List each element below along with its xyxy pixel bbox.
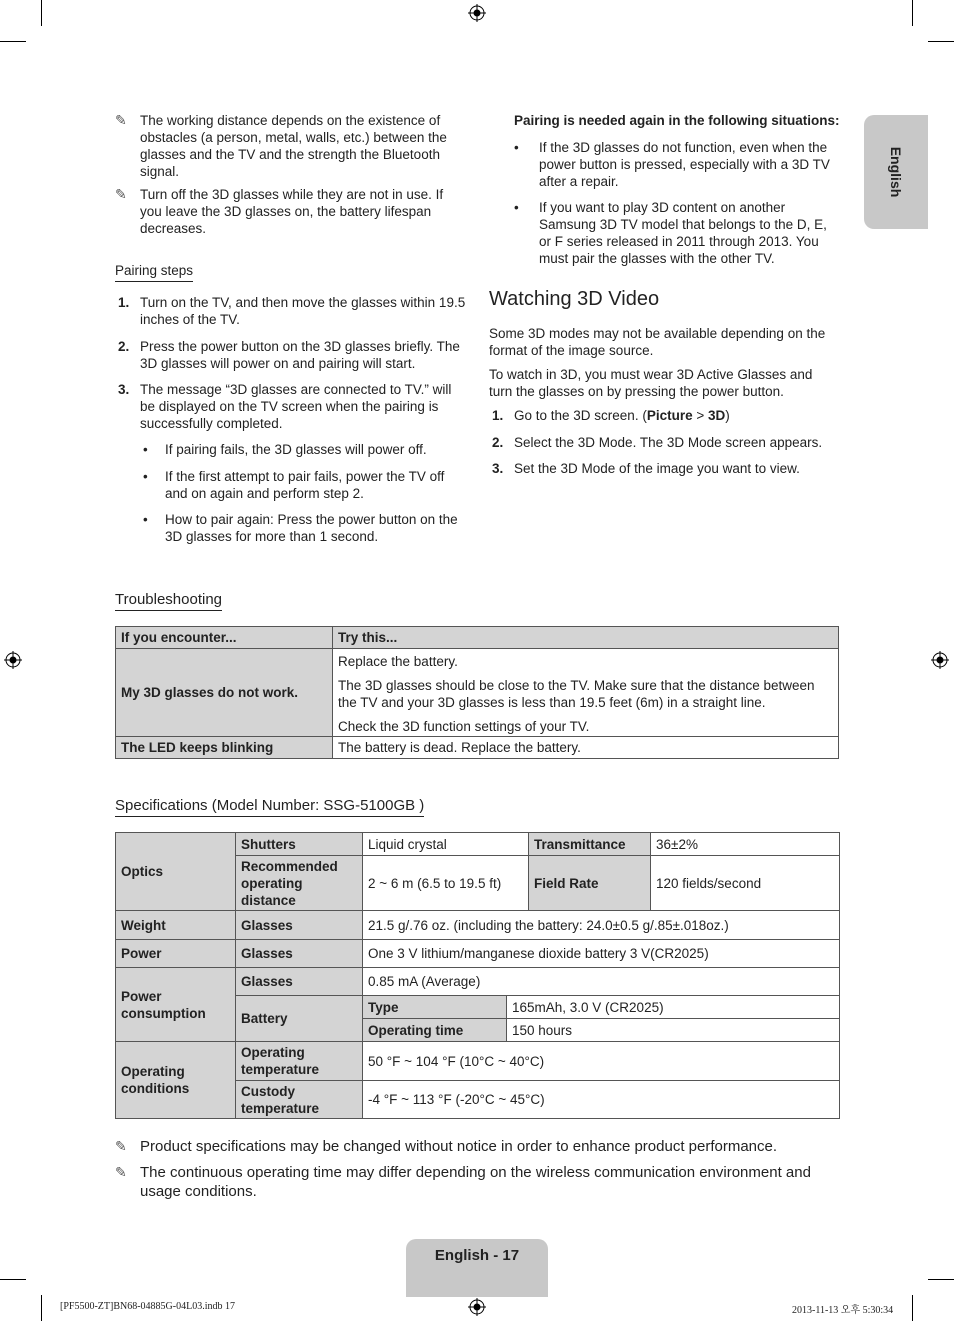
table-row — [116, 737, 839, 759]
table-row — [116, 649, 839, 673]
spec-category: Power — [116, 940, 236, 968]
spec-label: Shutters — [236, 833, 363, 856]
table-row — [116, 911, 840, 940]
troubleshooting-title: Troubleshooting — [115, 591, 222, 611]
step-number: 1. — [492, 408, 504, 423]
crop-mark — [0, 41, 26, 42]
page-number-tab — [406, 1239, 548, 1297]
note-text: The working distance depends on the existence of obstacles (a person, metal, walls, etc.) between the glasses and the TV and the strength the Bluetooth signal. — [140, 113, 447, 179]
page-number: English - 17 — [434, 1247, 520, 1264]
spec-value: 2 ~ 6 m (6.5 to 19.5 ft) — [363, 856, 529, 911]
spec-label: Field Rate — [529, 856, 651, 911]
menu-separator: > — [692, 408, 708, 423]
bullet-icon: • — [143, 512, 148, 527]
bullet-text: If the first attempt to pair fails, power the TV off and on again and perform step 2. — [165, 469, 445, 501]
spec-label: Type — [363, 996, 507, 1019]
bullet-icon: • — [514, 200, 519, 215]
note-pencil-icon: ✎ — [115, 1138, 127, 1154]
note-pencil-icon: ✎ — [115, 186, 127, 202]
step-text: Set the 3D Mode of the image you want to view. — [514, 461, 800, 476]
step-number: 2. — [492, 435, 504, 450]
step-text-part: Go to the 3D screen. ( — [514, 408, 647, 423]
step-number: 1. — [118, 295, 130, 310]
step-text — [514, 407, 842, 424]
step-text-part: ) — [725, 408, 730, 423]
crop-mark — [41, 0, 42, 26]
troubleshooting-table — [115, 626, 839, 759]
note-pencil-icon: ✎ — [115, 1164, 127, 1180]
bullet-icon: • — [143, 442, 148, 457]
spec-label: Operating time — [363, 1019, 507, 1042]
table-row — [116, 833, 840, 856]
step-number: 3. — [492, 461, 504, 476]
pairing-steps-heading: Pairing steps — [115, 262, 193, 282]
print-slug-right: 2013-11-13 오후 5:30:34 — [792, 1305, 894, 1316]
table-row — [116, 968, 840, 996]
crop-mark — [0, 1279, 26, 1280]
step-text: Select the 3D Mode. The 3D Mode screen appears. — [514, 435, 823, 450]
bullet-text: If pairing fails, the 3D glasses will power off. — [165, 442, 427, 457]
footnote-text: The continuous operating time may differ depending on the wireless communication environment and usage conditions. — [140, 1164, 811, 1200]
table-row — [116, 940, 840, 968]
intro-paragraph: To watch in 3D, you must wear 3D Active Glasses and turn the glasses on by pressing the power button. — [489, 367, 813, 399]
crop-mark — [928, 1279, 954, 1280]
step-text: Press the power button on the 3D glasses briefly. The 3D glasses will power on and pairing will start. — [140, 339, 460, 371]
spec-value: 0.85 mA (Average) — [363, 968, 840, 996]
step-text: The message “3D glasses are connected to TV.” will be displayed on the TV screen when the pairing is successfully completed. — [140, 382, 452, 431]
fix-cell: Check the 3D function settings of your TV. — [333, 713, 839, 737]
registration-mark-icon — [931, 651, 949, 669]
spec-category: Power consumption — [116, 968, 236, 1042]
step-text: Turn on the TV, and then move the glasses within 19.5 inches of the TV. — [140, 295, 466, 327]
spec-label: Glasses — [236, 940, 363, 968]
spec-category: Optics — [116, 833, 236, 911]
bullet-icon: • — [143, 469, 148, 484]
print-slug-left: [PF5500-ZT]BN68-04885G-04L03.indb 17 — [60, 1301, 235, 1312]
issue-cell: The LED keeps blinking — [116, 737, 333, 759]
spec-value: 150 hours — [507, 1019, 840, 1042]
menu-path-item: Picture — [646, 408, 693, 423]
spec-label: Transmittance — [529, 833, 651, 856]
crop-mark — [928, 41, 954, 42]
bullet-text: If you want to play 3D content on another Samsung 3D TV model that belongs to the D, E, or F series released in 2011 through 2013. You must pair the glasses with the other TV. — [539, 200, 827, 266]
spec-label: Operating temperature — [236, 1042, 363, 1081]
spec-category: Operating conditions — [116, 1042, 236, 1119]
language-tab — [864, 115, 928, 229]
bullet-icon: • — [514, 140, 519, 155]
spec-label: Glasses — [236, 968, 363, 996]
column-header: If you encounter... — [116, 627, 333, 649]
registration-mark-icon — [4, 651, 22, 669]
fix-cell: The battery is dead. Replace the battery. — [333, 737, 839, 759]
issue-cell: My 3D glasses do not work. — [116, 649, 333, 737]
spec-label: Custody temperature — [236, 1081, 363, 1119]
specifications-table — [115, 832, 840, 1119]
spec-value: 50 °F ~ 104 °F (10°C ~ 40°C) — [363, 1042, 840, 1081]
column-header: Try this... — [333, 627, 839, 649]
language-tab-label: English — [888, 146, 904, 198]
bullet-text: If the 3D glasses do not function, even when the power button is pressed, especially with a 3D TV after a repair. — [539, 140, 830, 189]
spec-label: Battery — [236, 996, 363, 1042]
crop-mark — [41, 1295, 42, 1321]
step-number: 2. — [118, 339, 130, 354]
bullet-text: How to pair again: Press the power button on the 3D glasses for more than 1 second. — [165, 512, 458, 544]
spec-label: Glasses — [236, 911, 363, 940]
step-number: 3. — [118, 382, 130, 397]
spec-value: 120 fields/second — [651, 856, 840, 911]
spec-value: 165mAh, 3.0 V (CR2025) — [507, 996, 840, 1019]
table-row — [116, 1042, 840, 1081]
spec-value: -4 °F ~ 113 °F (-20°C ~ 45°C) — [363, 1081, 840, 1119]
spec-value: 36±2% — [651, 833, 840, 856]
crop-mark — [912, 0, 913, 26]
pairing-again-heading: Pairing is needed again in the following situations: — [514, 113, 840, 128]
intro-paragraph: Some 3D modes may not be available depending on the format of the image source. — [489, 326, 826, 358]
section-heading: Watching 3D Video — [489, 288, 660, 310]
spec-label: Recommended operating distance — [236, 856, 363, 911]
fix-cell: Replace the battery. — [333, 649, 839, 673]
spec-category: Weight — [116, 911, 236, 940]
spec-value: Liquid crystal — [363, 833, 529, 856]
fix-cell: The 3D glasses should be close to the TV. Make sure that the distance between the TV and your 3D glasses is less than 19.5 feet (6m) in a straight line. — [333, 673, 839, 713]
spec-value: One 3 V lithium/manganese dioxide battery 3 V(CR2025) — [363, 940, 840, 968]
registration-mark-icon — [468, 4, 486, 22]
note-pencil-icon: ✎ — [115, 112, 127, 128]
note-text: Turn off the 3D glasses while they are not in use. If you leave the 3D glasses on, the battery lifespan decreases. — [140, 187, 444, 236]
crop-mark — [912, 1295, 913, 1321]
registration-mark-icon — [468, 1298, 486, 1316]
specifications-title: Specifications (Model Number: SSG-5100GB ) — [115, 797, 424, 817]
table-header-row — [116, 627, 839, 649]
menu-path-item: 3D — [707, 408, 726, 423]
footnote-text: Product specifications may be changed without notice in order to enhance product performance. — [140, 1138, 778, 1155]
spec-value: 21.5 g/.76 oz. (including the battery: 24.0±0.5 g/.85±.018oz.) — [363, 911, 840, 940]
